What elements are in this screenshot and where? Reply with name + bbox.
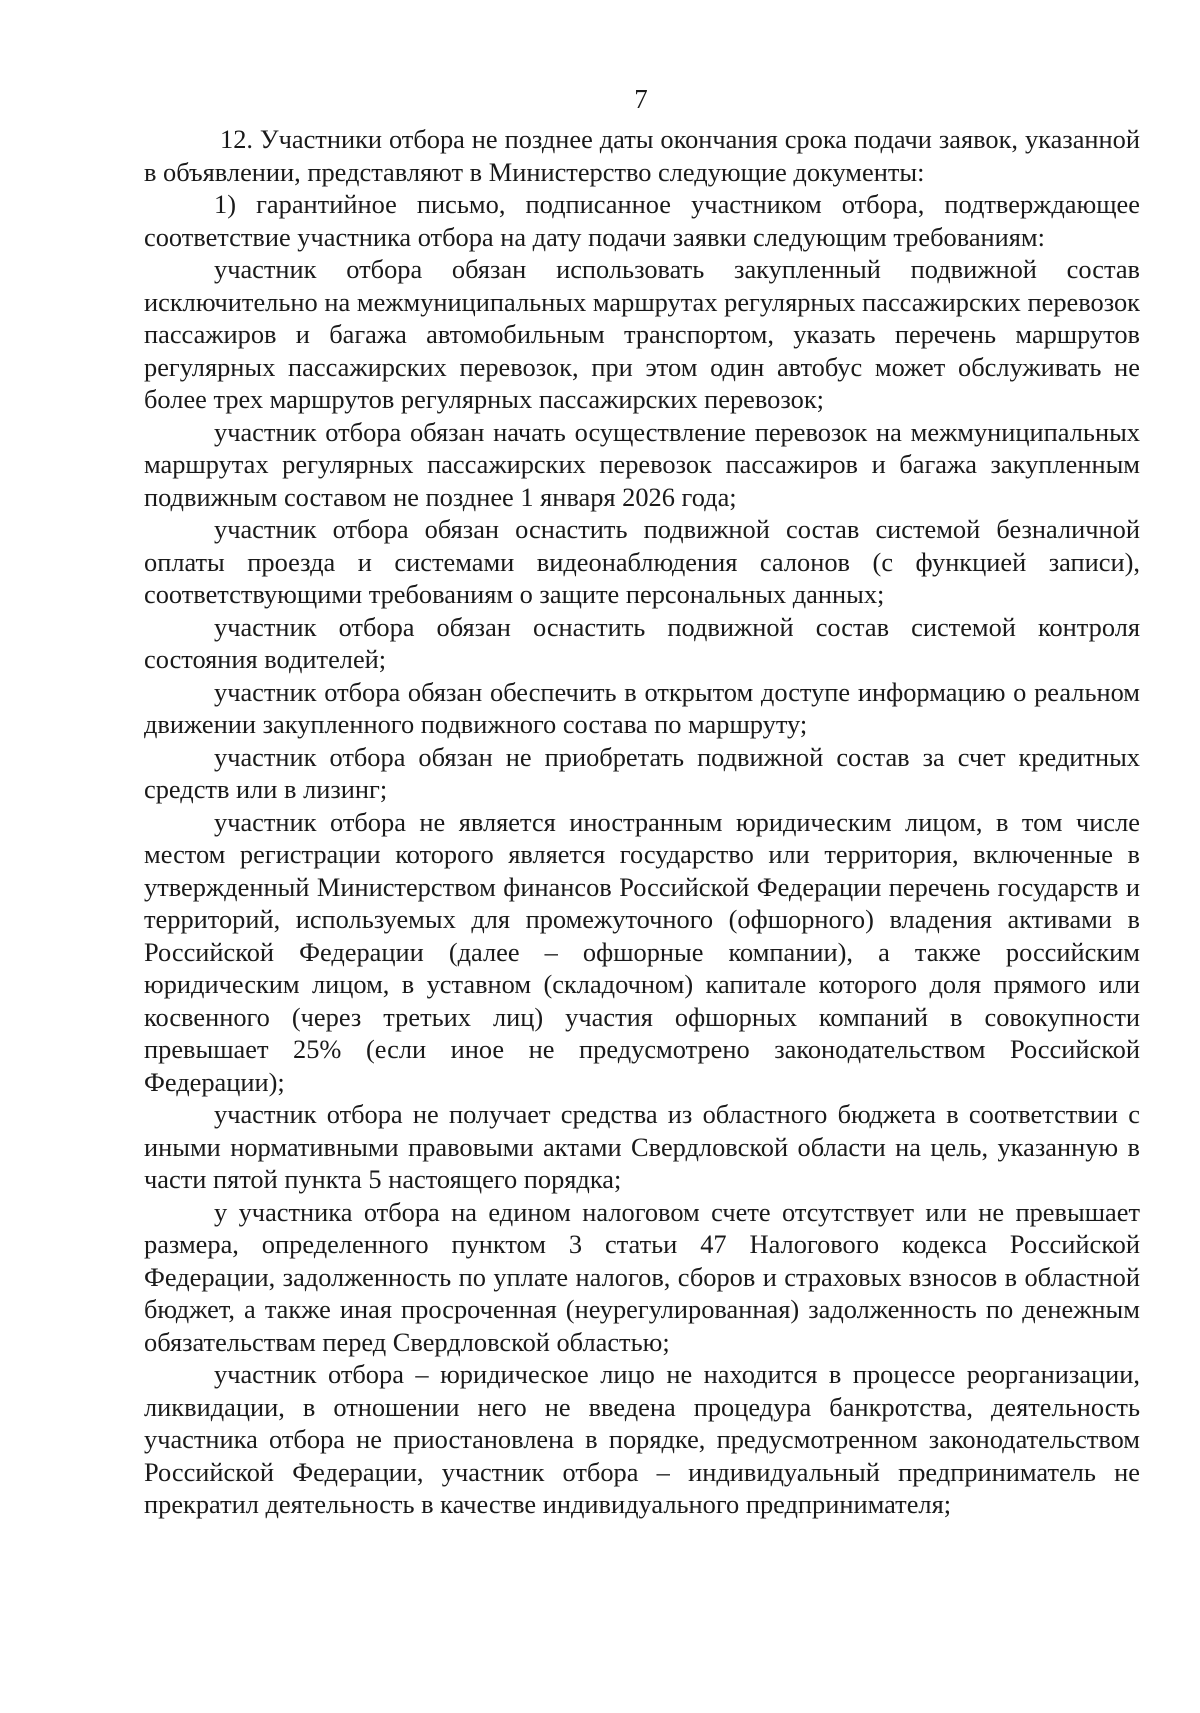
paragraph-guarantee-letter: 1) гарантийное письмо, подписанное участником отбора, подтверждающее соответствие участника отбора на дату подачи заявки следующим требованиям:	[144, 189, 1140, 252]
paragraph-requirement-not-foreign-entity: участник отбора не является иностранным юридическим лицом, в том числе местом регистрации которого является государство или территория, включенные в утвержденный Министерством финансов Российской Федерации перечень государств и территорий, используемых для промежуточного (офшорного) владения активами в Российской Федерации (далее – офшорные компании), а также российским юридическим лицом, в уставном (складочном) капитале которого доля прямого или косвенного (через третьих лиц) участия офшорных компаний в совокупности превышает 25% (если иное не предусмотрено законодательством Российской Федерации);	[144, 806, 1140, 1097]
paragraph-12-intro: 12. Участники отбора не позднее даты окончания срока подачи заявок, указанной в объявлении, представляют в Министерство следующие документы:	[144, 124, 1140, 187]
paragraph-requirement-movement-info: участник отбора обязан обеспечить в открытом доступе информацию о реальном движении закупленного подвижного состава по маршруту;	[144, 676, 1140, 739]
paragraph-requirement-no-credit-leasing: участник отбора обязан не приобретать подвижной состав за счет кредитных средств или в лизинг;	[144, 741, 1140, 804]
paragraph-requirement-start-transport: участник отбора обязан начать осуществление перевозок на межмуниципальных маршрутах регулярных пассажирских перевозок пассажиров и багажа закупленным подвижным составом не позднее 1 января 2026 года;	[144, 416, 1140, 512]
paragraph-requirement-no-tax-debt: у участника отбора на едином налоговом счете отсутствует или не превышает размера, определенного пунктом 3 статьи 47 Налогового кодекса Российской Федерации, задолженность по уплате налогов, сборов и страховых взносов в областной бюджет, а также иная просроченная (неурегулированная) задолженность по денежным обязательствам перед Свердловской областью;	[144, 1196, 1140, 1357]
document-body	[144, 123, 1140, 1521]
paragraph-requirement-no-reorganization: участник отбора – юридическое лицо не находится в процессе реорганизации, ликвидации, в отношении него не введена процедура банкротства, деятельность участника отбора не приостановлена в порядке, предусмотренном законодательством Российской Федерации, участник отбора – индивидуальный предприниматель не прекратил деятельность в качестве индивидуального предпринимателя;	[144, 1359, 1140, 1519]
paragraph-requirement-no-regional-funds: участник отбора не получает средства из областного бюджета в соответствии с иными нормативными правовыми актами Свердловской области на цель, указанную в части пятой пункта 5 настоящего порядка;	[144, 1099, 1140, 1194]
page-number: 7	[634, 84, 648, 114]
paragraph-requirement-payment-video: участник отбора обязан оснастить подвижной состав системой безналичной оплаты проезда и системами видеонаблюдения салонов (с функцией записи), соответствующими требованиям о защите персональных данных;	[144, 514, 1140, 609]
paragraph-requirement-driver-control: участник отбора обязан оснастить подвижной состав системой контроля состояния водителей;	[144, 611, 1140, 674]
paragraph-requirement-use-rolling-stock: участник отбора обязан использовать закупленный подвижной состав исключительно на межмуниципальных маршрутах регулярных пассажирских перевозок пассажиров и багажа автомобильным транспортом, указать перечень маршрутов регулярных пассажирских перевозок, при этом один автобус может обслуживать не более трех маршрутов регулярных пассажирских перевозок;	[144, 254, 1140, 414]
